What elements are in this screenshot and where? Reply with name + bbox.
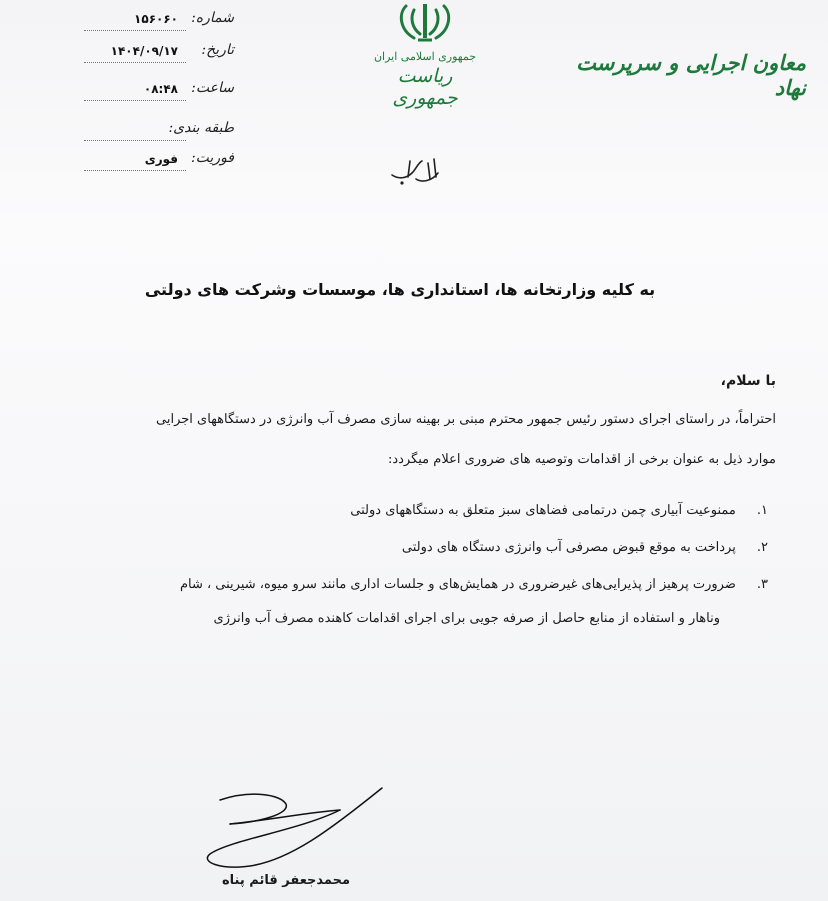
intro-line-2: موارد ذیل به عنوان برخی از اقدامات وتوصیه های ضروری اعلام میگردد:: [387, 452, 776, 467]
republic-text: جمهوری اسلامی ایران: [373, 50, 477, 63]
meta-number-label: شماره:: [191, 10, 234, 26]
meta-priority-value: فوری: [144, 152, 178, 166]
intro-line-1: احتراماً، در راستای اجرای دستور رئیس جمهور محترم مبنی بر بهینه سازی مصرف آب وانرژی در دستگاههای اجرایی: [156, 412, 776, 427]
meta-priority-label: فوریت:: [190, 150, 234, 166]
meta-date: [84, 42, 234, 66]
meta-time-label: ساعت:: [191, 80, 234, 96]
greeting: با سلام،: [720, 373, 776, 389]
list-item-number: ۲.: [756, 540, 768, 555]
meta-number: [84, 10, 234, 34]
basmala-calligraphy: [388, 153, 444, 189]
meta-number-line: [84, 30, 186, 31]
office-title: معاون اجرایی و سرپرست نهاد: [576, 50, 806, 100]
meta-priority-line: [84, 170, 186, 171]
addressee-line: به کلیه وزارتخانه ها، استانداری ها، موسسات وشرکت های دولتی: [144, 280, 656, 299]
meta-time-value: ۰۸:۴۸: [143, 82, 178, 96]
list-item-continuation: وناهار و استفاده از منابع حاصل از صرفه جویی برای اجرای اقدامات کاهنده مصرف آب وانرژی: [213, 611, 720, 626]
meta-classification-line: [84, 140, 186, 141]
meta-priority: [84, 150, 234, 174]
presidency-text: ریاست جمهوری: [392, 65, 458, 109]
list-item-text: پرداخت به موقع قبوض مصرفی آب وانرژی دستگاه های دولتی: [401, 540, 736, 555]
list-item-text: ضرورت پرهیز از پذیرایی‌های غیرضروری در همایش‌های و جلسات اداری مانند سرو میوه، شیرینی ، شام: [179, 577, 736, 592]
signer-name: محمدجعفر قائم پناه: [222, 873, 351, 888]
meta-classification-label: طبقه بندی:: [168, 120, 234, 136]
signature-mark: [190, 770, 390, 880]
meta-time-line: [84, 100, 186, 101]
list-item: [350, 503, 768, 518]
meta-time: [84, 80, 234, 104]
meta-date-line: [84, 62, 186, 63]
list-item: [180, 577, 768, 592]
list-item-number: ۳.: [756, 577, 768, 592]
emblem-caption: [366, 50, 484, 109]
meta-date-value: ۱۴۰۴/۰۹/۱۷: [110, 44, 178, 58]
list-item-number: ۱.: [756, 503, 768, 518]
meta-date-label: تاریخ:: [201, 42, 234, 58]
meta-number-value: ۱۵۶۰۶۰: [134, 12, 178, 26]
iran-emblem-icon: [396, 0, 454, 44]
list-item-text: ممنوعیت آبیاری چمن درتمامی فضاهای سبز متعلق به دستگاههای دولتی: [350, 503, 736, 518]
meta-classification: [84, 120, 234, 144]
list-item: [402, 540, 768, 555]
